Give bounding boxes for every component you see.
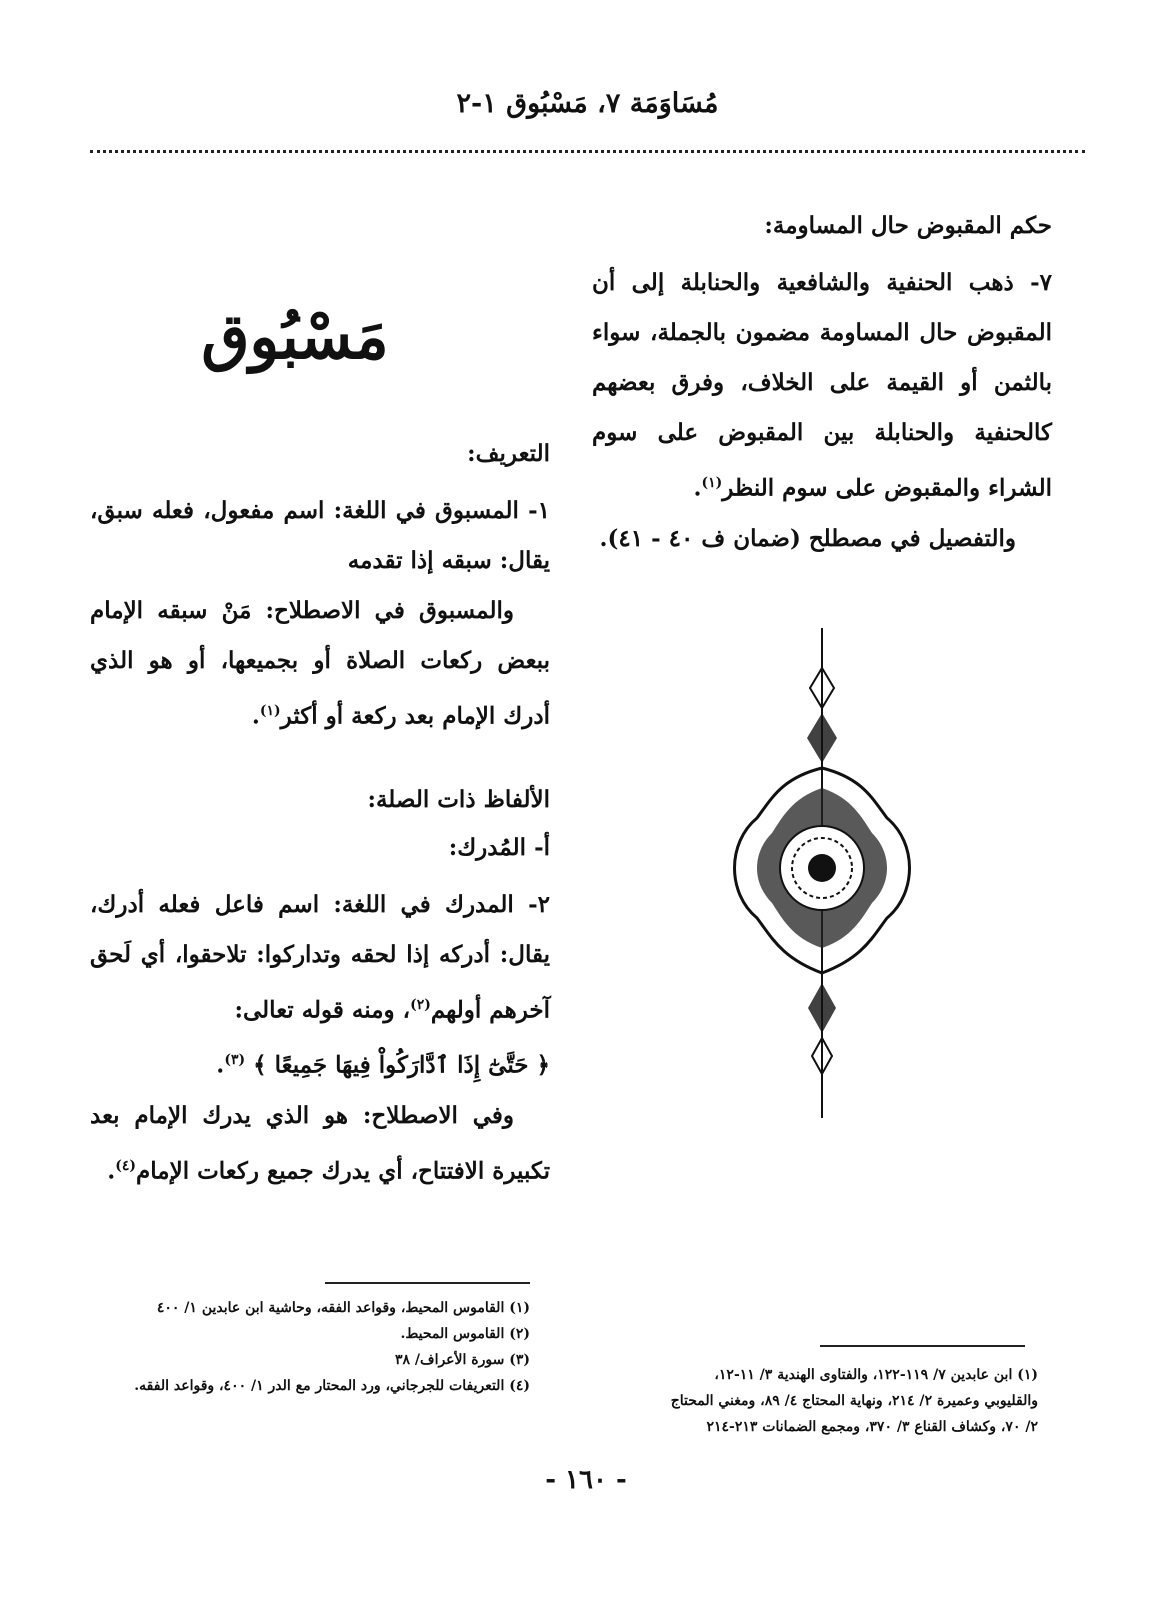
header-dotted-rule <box>90 150 1085 153</box>
mudrik-paragraph-1-text: ٢- المدرك في اللغة: اسم فاعل فعله أدرك، يقال: أدركه إذا لحقه وتداركوا: تلاحقوا، أي لَحق آخرهم أولهم <box>90 890 550 1024</box>
footnote-rule-left <box>325 1282 530 1284</box>
mudrik-paragraph-1-cont: ، ومنه قوله تعالى: <box>234 996 411 1024</box>
mudrik-paragraph-2-text: وفي الاصطلاح: هو الذي يدرك الإمام بعد تكبيرة الافتتاح، أي يدرك جميع ركعات الإمام <box>90 1101 550 1185</box>
footnotes-right <box>588 1362 1038 1440</box>
definition-paragraph-2-end: . <box>251 702 260 730</box>
decorative-ornament-icon <box>712 628 932 1118</box>
paragraph-7-detail: والتفصيل في مصطلح (ضمان ف ٤٠ - ٤١). <box>599 524 1016 552</box>
definition-paragraph-2 <box>90 586 550 742</box>
footnotes-left <box>90 1295 530 1399</box>
footnote-item: ٢/ ٧٠، وكشاف القناع ٣/ ٣٧٠، ومجمع الضمانات ٢١٣-٢١٤ <box>706 1419 1038 1435</box>
mudrik-paragraph-1 <box>90 880 550 1036</box>
quran-verse: ﴿ حَتَّىٰٓ إِذَا ٱدَّارَكُواْ فِيهَا جَمِيعًا ﴾ <box>253 1051 550 1079</box>
footnote-item: (١) ابن عابدين ٧/ ١١٩-١٢٢، والفتاوى الهندية ٣/ ١١-١٢، <box>714 1367 1038 1383</box>
paragraph-7-text: ٧- ذهب الحنفية والشافعية والحنابلة إلى أن المقبوض حال المساومة مضمون بالجملة، سواء بالثمن أو القيمة على الخلاف، وفرق بعضهم كالحنفية والحنابلة بين المقبوض على سوم الشراء والمقبوض على سوم النظر <box>592 269 1052 502</box>
footnote-ref: (٣) <box>224 1052 246 1069</box>
quran-verse-end: . <box>216 1051 225 1079</box>
section-heading-musawama: حكم المقبوض حال المساومة: <box>764 212 1052 239</box>
entry-title: مَسْبُوق <box>201 300 389 373</box>
footnote-ref: (١) <box>259 703 281 719</box>
footnote-ref: (١) <box>701 475 723 491</box>
page-number: - ١٦٠ - <box>545 1465 627 1495</box>
footnote-item: (٢) القاموس المحيط. <box>400 1326 530 1342</box>
footnote-item: (١) القاموس المحيط، وقواعد الفقه، وحاشية ابن عابدين ١/ ٤٠٠ <box>156 1300 530 1316</box>
definition-paragraph-2-text: والمسبوق في الاصطلاح: مَنْ سبقه الإمام ببعض ركعات الصلاة أو بجميعها، أو هو الذي أدرك الإمام بعد ركعة أو أكثر <box>90 597 550 730</box>
paragraph-7-end: . <box>693 474 702 502</box>
related-terms-heading: الألفاظ ذات الصلة: <box>367 785 550 813</box>
definition-paragraph-1: ١- المسبوق في اللغة: اسم مفعول، فعله سبق، يقال: سبقه إذا تقدمه <box>90 497 550 574</box>
left-column <box>90 430 550 1197</box>
footnote-item: والقليوبي وعميرة ٢/ ٢١٤، ونهاية المحتاج ٤/ ٨٩، ومغني المحتاج <box>670 1393 1038 1409</box>
quran-verse-line <box>90 1035 550 1091</box>
footnote-ref: (٤) <box>115 1157 137 1174</box>
mudrik-subheading: أ- المُدرك: <box>448 833 550 861</box>
paragraph-7 <box>592 258 1052 514</box>
footnote-rule-right <box>820 1345 1025 1347</box>
footnote-ref: (٢) <box>410 996 431 1013</box>
footnote-item: (٤) التعريفات للجرجاني، ورد المحتار مع الدر ١/ ٤٠٠، وقواعد الفقه. <box>134 1378 530 1394</box>
running-header: مُسَاوَمَة ٧، مَسْبُوق ١-٢ <box>456 88 719 119</box>
mudrik-paragraph-2-end: . <box>107 1157 116 1185</box>
footnote-item: (٣) سورة الأعراف/ ٣٨ <box>395 1352 530 1368</box>
right-column <box>592 202 1052 564</box>
mudrik-paragraph-2 <box>90 1091 550 1197</box>
definition-heading: التعريف: <box>467 440 550 467</box>
